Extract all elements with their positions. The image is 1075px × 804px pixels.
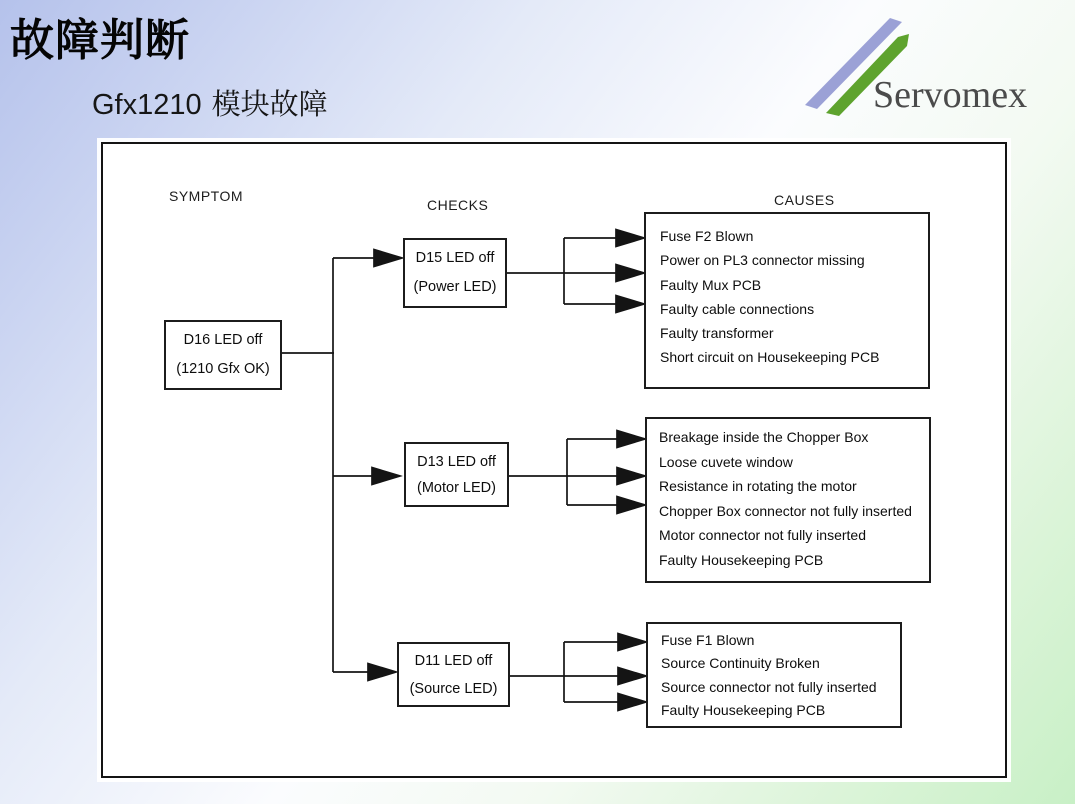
check-node-d15 bbox=[403, 238, 507, 308]
cause-item: Short circuit on Housekeeping PCB bbox=[660, 349, 880, 366]
check-node-d11 bbox=[397, 642, 510, 707]
cause-item: Faulty transformer bbox=[660, 325, 774, 342]
column-header-checks: CHECKS bbox=[427, 197, 489, 213]
symptom-node-d16 bbox=[164, 320, 282, 390]
cause-item: Breakage inside the Chopper Box bbox=[659, 429, 869, 445]
page-title: 故障判断 bbox=[10, 16, 190, 65]
cause-item: Faulty Mux PCB bbox=[660, 276, 762, 293]
check-node-line2: (Source LED) bbox=[409, 680, 498, 697]
subtitle-model: Gfx1210 bbox=[92, 89, 202, 121]
symptom-node-line1: D16 LED off bbox=[183, 332, 263, 348]
check-node-line2: (Motor LED) bbox=[417, 479, 496, 496]
check-node-line2: (Power LED) bbox=[413, 279, 497, 295]
column-header-symptom: SYMPTOM bbox=[169, 188, 244, 204]
check-node-line1: D11 LED off bbox=[414, 652, 493, 669]
causes-box-power bbox=[644, 212, 930, 389]
cause-item: Fuse F1 Blown bbox=[661, 632, 755, 648]
check-node-d13 bbox=[404, 442, 509, 507]
cause-item: Motor connector not fully inserted bbox=[659, 527, 866, 544]
causes-box-source bbox=[646, 622, 902, 728]
cause-item: Faulty Housekeeping PCB bbox=[661, 702, 826, 719]
symptom-node-line2: (1210 Gfx OK) bbox=[176, 361, 270, 377]
subtitle-cjk: 模块故障 bbox=[211, 89, 328, 121]
logo-wordmark: Servomex bbox=[873, 74, 1028, 116]
cause-item: Fuse F2 Blown bbox=[660, 228, 754, 244]
cause-item: Chopper Box connector not fully inserted bbox=[659, 502, 912, 519]
cause-item: Source connector not fully inserted bbox=[661, 678, 877, 695]
check-node-line1: D15 LED off bbox=[415, 250, 495, 266]
cause-item: Faulty cable connections bbox=[660, 300, 815, 317]
column-header-causes: CAUSES bbox=[774, 192, 835, 208]
causes-box-motor bbox=[645, 417, 931, 583]
cause-item: Power on PL3 connector missing bbox=[660, 252, 865, 269]
cause-item: Faulty Housekeeping PCB bbox=[659, 551, 824, 568]
check-node-line1: D13 LED off bbox=[417, 453, 496, 470]
cause-item: Loose cuvete window bbox=[659, 453, 793, 470]
cause-item: Resistance in rotating the motor bbox=[659, 478, 857, 495]
cause-item: Source Continuity Broken bbox=[661, 655, 820, 672]
